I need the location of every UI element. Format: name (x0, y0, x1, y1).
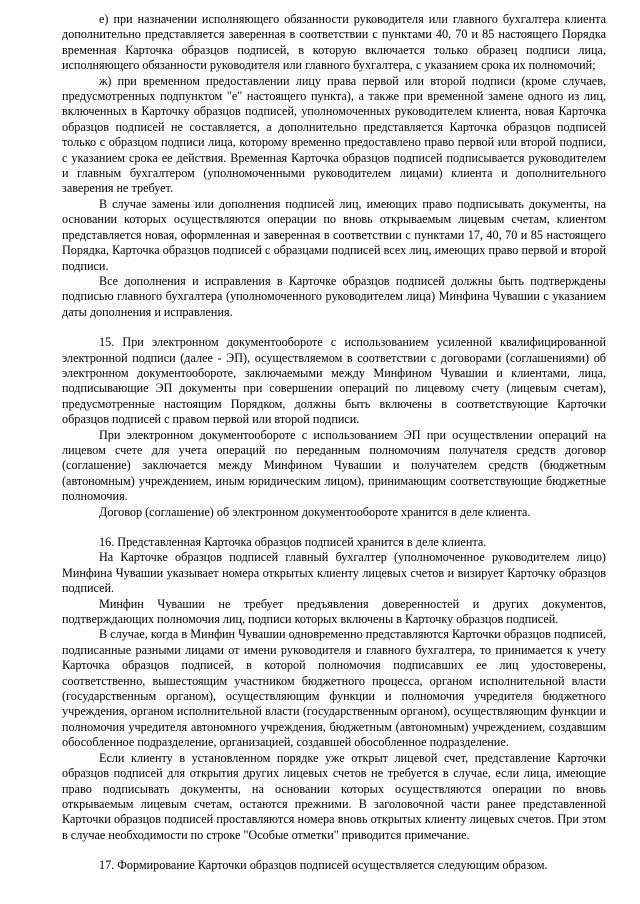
paragraph-16-existing-account: Если клиенту в установленном порядке уже открыт лицевой счет, представление Карточки образцов подписей для открытия других лицевых счетов не требуется в случае, если лица, имеющие право подписывать документы, на основании которых осуществляются операции по вновь открываемым лицевым счетам, остаются прежними. В заголовочной части ранее представленной Карточки образцов подписей проставляются номера вновь открытых клиенту лицевых счетов. При этом в случае необходимости по строке "Особые отметки" приводится примечание. (62, 750, 606, 842)
paragraph-15: 15. При электронном документообороте с использованием усиленной квалифицированной электронной подписи (далее - ЭП), осуществляемом в соответствии с договорами (соглашениями) об электронном документообороте, заключаемыми между Минфином Чувашии и клиентами, лица, подписывающие ЭП документы при совершении операций по лицевому счету (лицевым счетам), предусмотренные настоящим Порядком, должны быть включены в соответствующие Карточки образцов подписей с правом первой или второй подписи. (62, 335, 606, 427)
paragraph-e: е) при назначении исполняющего обязанности руководителя или главного бухгалтера клиента дополнительно представляется заверенная в соответствии с пунктами 40, 70 и 85 настоящего Порядка временная Карточка образцов подписей, в которую включается только образец подписи лица, исполняющего обязанности руководителя или главного бухгалтера, с указанием срока их полномочий; (62, 12, 606, 73)
paragraph-16-simultaneous: В случае, когда в Минфин Чувашии одновременно представляются Карточки образцов подписей, подписанные разными лицами от имени руководителя и главного бухгалтера, то принимается к учету Карточка образцов подписей, в которой полномочия подписавших ее лиц удостоверены, соответственно, вышестоящим участником бюджетного процесса, органом исполнительной власти (государственным органом), осуществляющим функции и полномочия учредителя бюджетного учреждения, органом исполнительной власти (государственным органом), осуществляющим функции и полномочия учредителя автономного учреждения, бюджетным (автономным) учреждением, создавшим обособленное подразделение, организацией, создавшей обособленное подразделение. (62, 627, 606, 750)
paragraph-16-visa: На Карточке образцов подписей главный бухгалтер (уполномоченное руководителем лицо) Минфина Чувашии указывает номера открытых клиенту лицевых счетов и визирует Карточку образцов подписей. (62, 550, 606, 596)
paragraph-15-edo: При электронном документообороте с использованием ЭП при осуществлении операций на лицевом счете для учета операций по переданным полномочиям получателя средств договор (соглашение) заключается между Минфином Чувашии и получателем средств (бюджетным (автономным) учреждением, иным юридическим лицом), принимающим соответствующие бюджетные полномочия. (62, 427, 606, 504)
paragraph-replacement: В случае замены или дополнения подписей лиц, имеющих право подписывать документы, на основании которых осуществляются операции по вновь открываемым лицевым счетам, клиентом представляется новая, оформленная и заверенная в соответствии с пунктами 17, 40, 70 и 85 настоящего Порядка, Карточка образцов подписей с образцами подписей всех лиц, имеющих право первой и второй подписи. (62, 196, 606, 273)
paragraph-gap (62, 843, 606, 858)
paragraph-corrections: Все дополнения и исправления в Карточке образцов подписей должны быть подтверждены подписью главного бухгалтера (уполномоченного руководителем лица) Минфина Чувашии с указанием даты дополнения и исправления. (62, 273, 606, 319)
paragraph-zh: ж) при временном предоставлении лицу права первой или второй подписи (кроме случаев, предусмотренных подпунктом "е" настоящего пункта), а также при временной замене одного из лиц, включенных в Карточку образцов подписей, уполномоченных руководителем клиента, новая Карточка образцов подписей не составляется, а дополнительно представляется Карточка образцов подписей только с образцом подписи лица, которому временно предоставлено право первой или второй подписи, с указанием срока ее действия. Временная Карточка образцов подписей подписывается руководителем и главным бухгалтером (уполномоченными руководителем лицами) клиента и дополнительного заверения не требует. (62, 73, 606, 196)
paragraph-gap (62, 320, 606, 335)
paragraph-17: 17. Формирование Карточки образцов подписей осуществляется следующим образом. (99, 858, 548, 873)
paragraph-15-storage: Договор (соглашение) об электронном документообороте хранится в деле клиента. (99, 504, 531, 519)
paragraph-16: 16. Представленная Карточка образцов подписей хранится в деле клиента. (99, 535, 487, 549)
paragraph-16-no-proxy: Минфин Чувашии не требует предъявления доверенностей и других документов, подтверждающих полномочия лиц, подписи которых включены в Карточку образцов подписей. (62, 596, 606, 627)
paragraph-gap (62, 520, 606, 535)
